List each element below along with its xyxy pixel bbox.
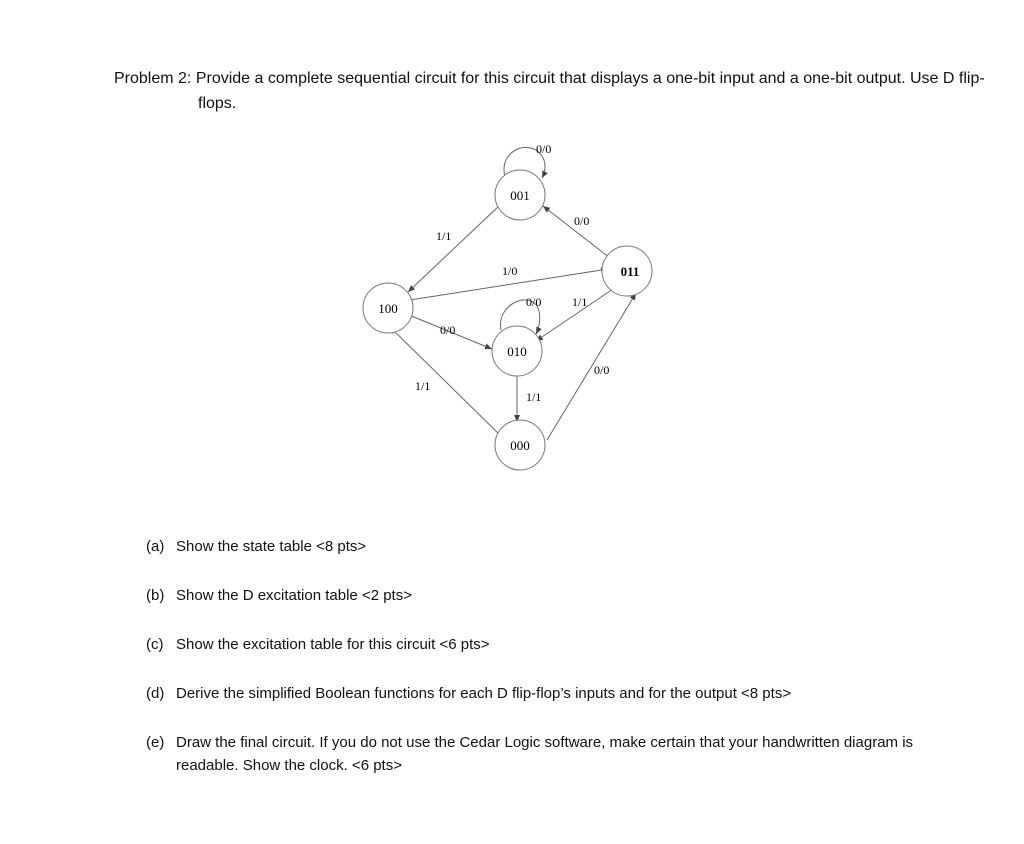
edge-001-100 (408, 205, 500, 292)
edge-label-001-self: 0/0 (536, 142, 552, 156)
part-a (146, 535, 916, 558)
part-d (146, 682, 916, 705)
part-d-label: (d) (146, 685, 165, 702)
edge-label-010-self: 0/0 (526, 295, 542, 309)
part-a-label: (a) (146, 538, 165, 555)
edge-label-000-011: 0/0 (594, 363, 610, 377)
edge-label-001-100: 1/1 (436, 229, 452, 243)
part-c (146, 633, 916, 656)
edge-label-100-011: 1/0 (502, 264, 518, 278)
part-b (146, 584, 916, 607)
state-diagram (360, 130, 670, 480)
part-e-text: Draw the final circuit. If you do not use the Cedar Logic software, make certain that your handwritten diagram is readable. Show the clock. <6 pts> (176, 734, 914, 774)
edge-label-100-010: 0/0 (440, 323, 456, 337)
state-label-000: 000 (510, 438, 530, 453)
edge-label-000-100: 1/1 (415, 379, 431, 393)
part-d-text: Derive the simplified Boolean functions for each D flip-flop’s inputs and for the output <8 pts> (176, 685, 792, 702)
edge-000-100 (390, 327, 501, 436)
state-label-011: 011 (620, 264, 640, 279)
part-c-text: Show the excitation table for this circuit <6 pts> (176, 636, 490, 653)
part-e (146, 731, 916, 777)
edge-label-011-001: 0/0 (574, 214, 590, 228)
part-b-label: (b) (146, 587, 165, 604)
problem-statement: Problem 2: Provide a complete sequential circuit for this circuit that displays a one-bit input and a one-bit output. Use D flip-flops. (114, 70, 985, 112)
state-diagram-svg (360, 130, 670, 480)
part-a-text: Show the state table <8 pts> (176, 538, 367, 555)
edge-000-011 (547, 293, 636, 440)
part-b-text: Show the D excitation table <2 pts> (176, 587, 412, 604)
edge-label-010-000: 1/1 (526, 390, 542, 404)
part-e-label: (e) (146, 734, 165, 751)
state-label-100: 100 (378, 301, 398, 316)
part-c-label: (c) (146, 636, 164, 653)
edge-label-010-011: 1/1 (572, 295, 588, 309)
state-label-001: 001 (510, 188, 530, 203)
state-label-010: 010 (507, 344, 527, 359)
